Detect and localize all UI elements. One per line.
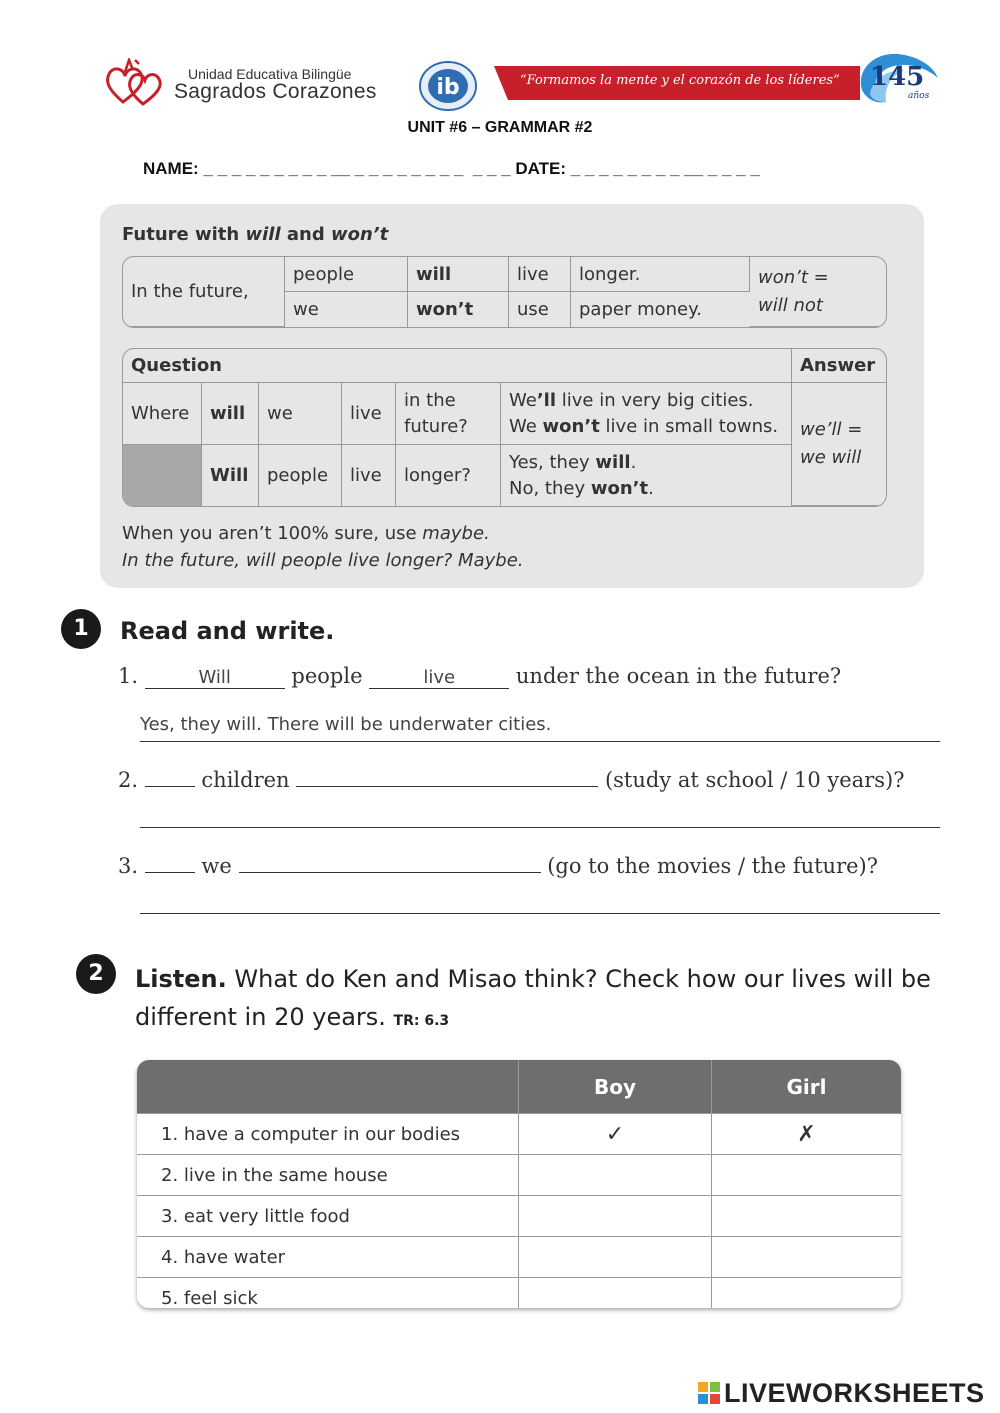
answer-blank-3a[interactable] <box>145 852 195 873</box>
section-1-badge: 1 <box>61 609 101 649</box>
boy-column-header: Boy <box>519 1060 712 1114</box>
liveworksheets-icon <box>698 1382 720 1404</box>
maybe-example: In the future, will people live longer? Maybe. <box>122 550 524 571</box>
hearts-logo-icon <box>103 58 165 108</box>
answer-line-2[interactable] <box>140 827 940 828</box>
boy-check-cell[interactable] <box>519 1155 712 1196</box>
school-name-line2: Sagrados Corazones <box>174 80 377 103</box>
question-header: Question <box>123 349 792 383</box>
wont-note: won’t = will not <box>750 257 886 327</box>
table-row: 5. feel sick <box>137 1278 901 1309</box>
exercise-item-1: 1. Will people live under the ocean in the future? <box>118 664 842 688</box>
answer-line-1-text[interactable]: Yes, they will. There will be underwater cities. <box>140 714 552 735</box>
answer-blank-2a[interactable] <box>145 766 195 787</box>
girl-check-cell[interactable] <box>712 1237 902 1278</box>
answer-blank-1a[interactable]: Will <box>145 667 285 689</box>
svg-text:ib: ib <box>436 75 460 100</box>
name-date-line[interactable]: NAME: _ _ _ _ _ _ _ _ _ __ _ _ _ _ _ _ _ _ _ _ _ DATE: _ _ _ _ _ _ _ _ __ _ _ _ _ <box>143 159 760 178</box>
question-answer-table: Question Answer Where will we live in the future? We’ll live in very big cities. We won’t live in small towns. we’ll = we will Will people live longer? Yes, they will. No, they won’t. <box>122 348 887 507</box>
answer-blank-1b[interactable]: live <box>369 667 509 689</box>
table-row: 3. eat very little food <box>137 1196 901 1237</box>
answer-line-1[interactable] <box>140 741 940 742</box>
unit-title: UNIT #6 – GRAMMAR #2 <box>407 119 593 136</box>
girl-column-header: Girl <box>712 1060 902 1114</box>
boy-check-cell[interactable] <box>519 1196 712 1237</box>
exercise-item-3: 3. we (go to the movies / the future)? <box>118 854 878 878</box>
table-row: 4. have water <box>137 1237 901 1278</box>
section-2-badge: 2 <box>76 954 116 994</box>
section-2-title: Listen. What do Ken and Misao think? Check how our lives will be different in 20 years. TR: 6.3 <box>135 965 931 1031</box>
table-row: 2. live in the same house <box>137 1155 901 1196</box>
girl-check-cell[interactable] <box>712 1196 902 1237</box>
table-row: 1. have a computer in our bodies ✓ ✗ <box>137 1114 901 1155</box>
statement-table: In the future, people will live longer. won’t = will not we won’t use paper money. <box>122 256 887 328</box>
anniversary-word: años <box>908 91 930 101</box>
well-note: we’ll = we will <box>792 383 886 506</box>
intro-cell: In the future, <box>123 257 285 327</box>
girl-check-cell[interactable]: ✗ <box>712 1114 902 1155</box>
answer-line-3[interactable] <box>140 913 940 914</box>
answer-header: Answer <box>792 349 886 383</box>
liveworksheets-brand[interactable]: LIVEWORKSHEETS <box>724 1378 985 1408</box>
answer-blank-3b[interactable] <box>239 852 541 873</box>
boy-girl-table <box>137 1060 901 1308</box>
school-name-line1: Unidad Educativa Bilingüe <box>188 66 352 82</box>
girl-check-cell[interactable] <box>712 1155 902 1196</box>
track-number: TR: 6.3 <box>393 1013 450 1029</box>
boy-check-cell[interactable] <box>519 1237 712 1278</box>
answer-blank-2b[interactable] <box>296 766 598 787</box>
grammar-title: Future with will and won’t <box>122 224 389 245</box>
boy-check-cell[interactable] <box>519 1278 712 1309</box>
anniversary-number: 145 <box>870 62 925 92</box>
exercise-item-2: 2. children (study at school / 10 years)? <box>118 768 905 792</box>
section-1-title: Read and write. <box>120 617 335 645</box>
school-motto: “Formamos la mente y el corazón de los líderes” <box>520 73 840 88</box>
ib-logo-icon <box>418 60 478 112</box>
girl-check-cell[interactable] <box>712 1278 902 1309</box>
maybe-note: When you aren’t 100% sure, use maybe. <box>122 523 490 544</box>
boy-check-cell[interactable]: ✓ <box>519 1114 712 1155</box>
